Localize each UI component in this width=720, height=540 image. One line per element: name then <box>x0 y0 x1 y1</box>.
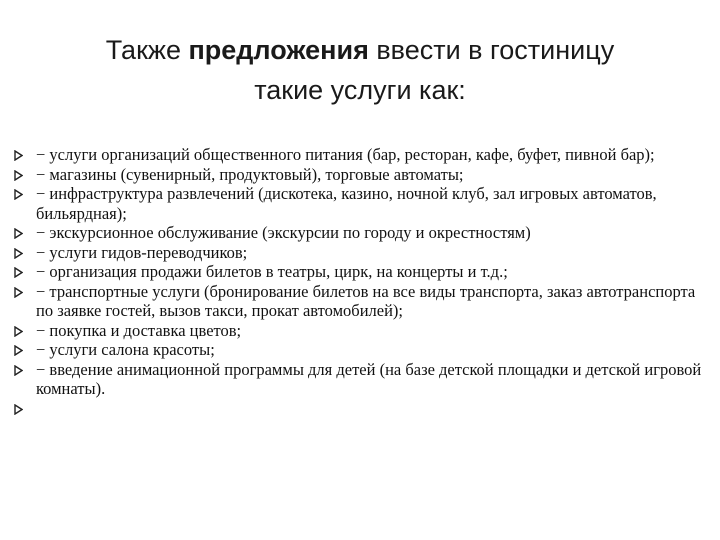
list-item-text: − магазины (сувенирный, продуктовый), торговые автоматы; <box>36 164 464 184</box>
list-item <box>14 145 704 165</box>
triangle-right-icon <box>14 282 36 298</box>
title-line-1-pre: Также <box>105 35 189 65</box>
triangle-right-icon <box>14 360 36 376</box>
triangle-right-icon <box>14 243 36 259</box>
list-item-text: − экскурсионное обслуживание (экскурсии по городу и окрестностям) <box>36 223 531 242</box>
triangle-right-icon <box>14 165 36 181</box>
list-item-text: − покупка и доставка цветов; <box>36 320 242 340</box>
list-item <box>14 223 704 243</box>
slide-title <box>0 30 720 110</box>
list-item <box>14 262 704 282</box>
list-item-text: − услуги салона красоты; <box>36 340 215 359</box>
list-item <box>14 321 704 341</box>
list-item-text: − инфраструктура развлечений (дискотека, казино, ночной клуб, зал игровых автоматов, бильярдная); <box>36 184 657 223</box>
list-item <box>14 282 704 321</box>
list-item-text: − услуги гидов-переводчиков; <box>36 242 248 262</box>
title-line-2: такие услуги как: <box>254 75 466 105</box>
services-list <box>14 145 704 415</box>
list-item <box>14 399 704 415</box>
list-item-text: − транспортные услуги (бронирование билетов на все виды транспорта, заказ автотранспорта по заявке гостей, вызов такси, прокат автомобилей); <box>36 281 696 320</box>
list-item-text: − услуги организаций общественного питания (бар, ресторан, кафе, буфет, пивной бар); <box>36 145 655 164</box>
list-item <box>14 360 704 399</box>
triangle-right-icon <box>14 340 36 356</box>
triangle-right-icon <box>14 145 36 161</box>
list-item-text: − организация продажи билетов в театры, цирк, на концерты и т.д.; <box>36 262 508 281</box>
triangle-right-icon <box>14 321 36 337</box>
triangle-right-icon <box>14 399 36 415</box>
triangle-right-icon <box>14 262 36 278</box>
title-line-1-post: ввести в гостиницу <box>368 35 615 65</box>
list-item <box>14 340 704 360</box>
triangle-right-icon <box>14 223 36 239</box>
list-item <box>14 243 704 263</box>
list-item <box>14 184 704 223</box>
list-item-text: − введение анимационной программы для детей (на базе детской площадки и детской игровой комнаты). <box>36 359 702 398</box>
title-line-1-bold: предложения <box>188 35 369 65</box>
list-item <box>14 165 704 185</box>
triangle-right-icon <box>14 184 36 200</box>
title-line-1 <box>0 30 720 70</box>
